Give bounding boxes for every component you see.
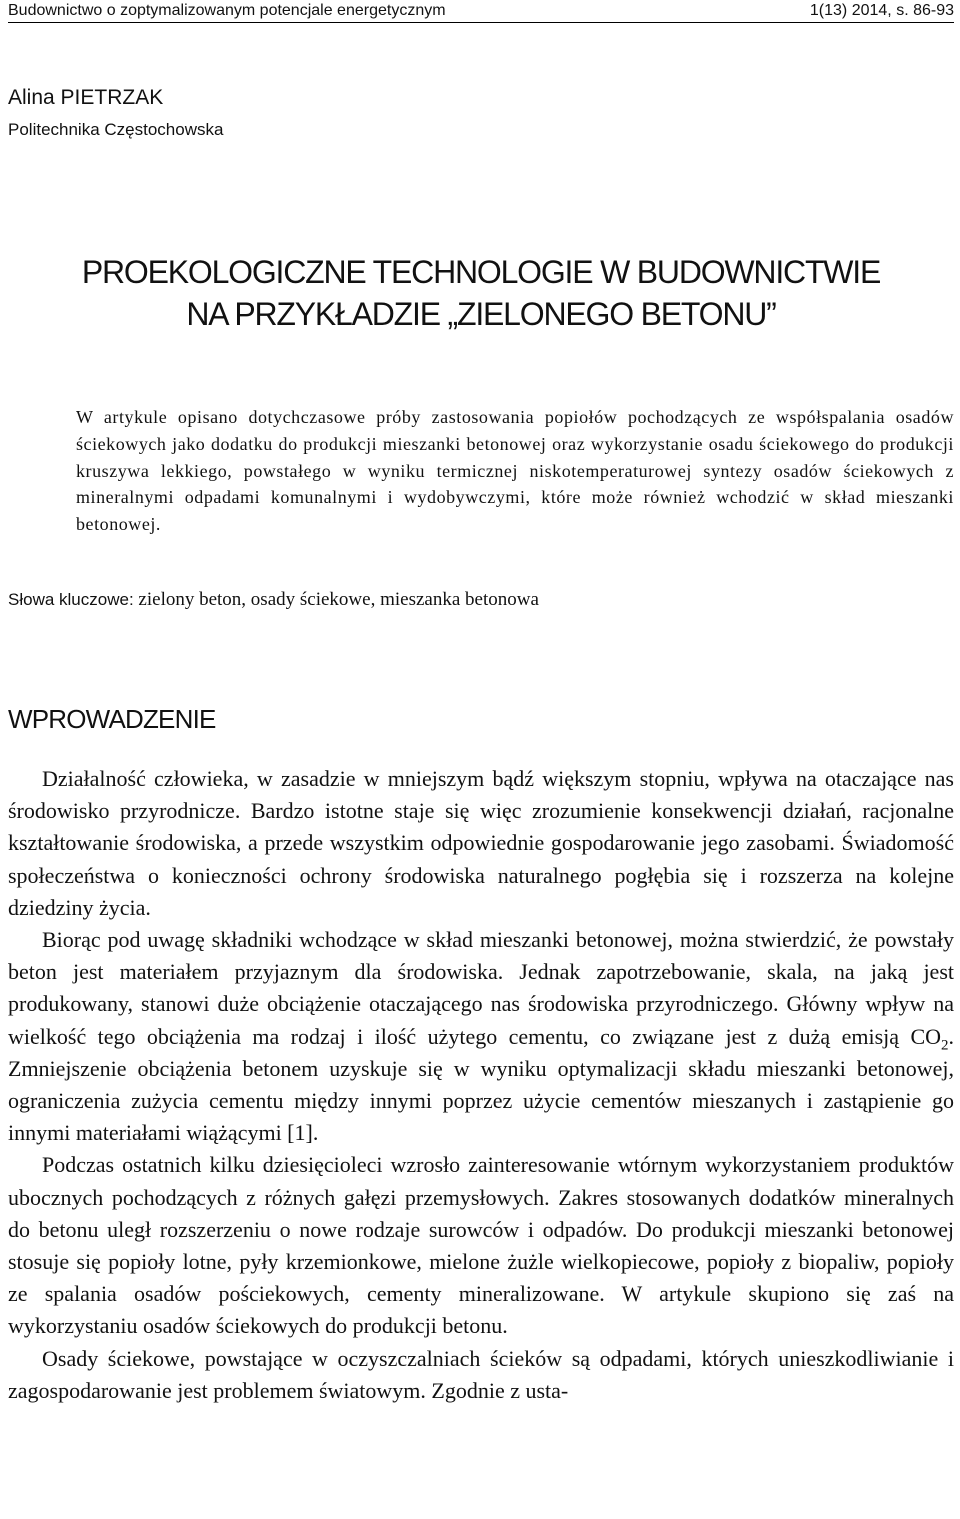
keywords-text: zielony beton, osady ściekowe, mieszanka betonowa [138, 589, 539, 610]
author-affiliation: Politechnika Częstochowska [8, 120, 224, 139]
paragraph-1: Działalność człowieka, w zasadzie w mniejszym bądź większym stopniu, wpływa na otaczające nas środowisko przyrodnicze. Bardzo istotne staje się więc zrozumienie konsekwencji działań, racjonalne kształtowanie środowiska, a przede wszystkim odpowiednie gospodarowanie jego zasobami. Świadomość społeczeństwa o konieczności ochrony środowiska naturalnego pogłębia się i rozszerza na kolejne dziedziny życia. [8, 766, 954, 920]
journal-name: Budownictwo o zoptymalizowanym potencjale energetycznym [8, 2, 446, 19]
body-text [8, 763, 954, 1407]
issue-pages: 1(13) 2014, s. 86-93 [809, 2, 954, 19]
title-line-2: NA PRZYKŁADZIE „ZIELONEGO BETONU” [186, 296, 776, 332]
section-heading: WPROWADZENIE [8, 704, 216, 734]
author-name: Alina PIETRZAK [8, 86, 164, 109]
paragraph-2 [8, 924, 954, 1149]
running-header [8, 0, 954, 23]
paragraph-2-part-1: Biorąc pod uwagę składniki wchodzące w skład mieszanki betonowej, można stwierdzić, że powstały beton jest materiałem przyjaznym dla środowiska. Jednak zapotrzebowanie, skala, na jaką jest produkowany, stanowi duże obciążenie otaczającego nas środowiska przyrodniczego. Główny wpływ na wielkość tego obciążenia ma rodzaj i ilość użytego cementu, co związane jest z dużą emisją CO [8, 927, 954, 1049]
keywords [8, 587, 539, 613]
keywords-label: Słowa kluczowe: [8, 590, 134, 609]
paragraph-3: Podczas ostatnich kilku dziesięcioleci wzrosło zainteresowanie wtórnym wykorzystaniem produktów ubocznych pochodzących z różnych gałęzi przemysłowych. Zakres stosowanych dodatków mineralnych do betonu uległ rozszerzeniu o nowe rodzaje surowców i odpadów. Do produkcji mieszanki betonowej stosuje się popioły lotne, pyły krzemionkowe, mielone żużle wielkopiecowe, popioły z biopaliw, popioły ze spalania osadów pościekowych, cementy mineralizowane. W artykule skupiono się zaś na wykorzystaniu osadów ściekowych do produkcji betonu. [8, 1152, 954, 1339]
paragraph-2-part-2: . Zmniejszenie obciążenia betonem uzyskuje się w wyniku optymalizacji składu mieszanki betonowej, ograniczenia zużycia cementu między innymi poprzez użycie cementów mieszanych i zastąpienie go innymi materiałami wiążącymi [1]. [8, 1023, 954, 1146]
title-line-1: PROEKOLOGICZNE TECHNOLOGIE W BUDOWNICTWIE [81, 254, 881, 290]
article-title [8, 251, 954, 335]
abstract: W artykule opisano dotychczasowe próby zastosowania popiołów pochodzących ze współspalania osadów ściekowych jako dodatku do produkcji mieszanki betonowej oraz wykorzystanie osadu ściekowego do produkcji kruszywa lekkiego, powstałego w wyniku termicznej niskotemperaturowej syntezy osadów ściekowych z mineralnymi odpadami komunalnymi i wydobywczymi, które może również wchodzić w skład mieszanki betonowej. [76, 407, 954, 535]
paragraph-4: Osady ściekowe, powstające w oczyszczalniach ścieków są odpadami, których unieszkodliwianie i zagospodarowanie jest problemem światowym. Zgodnie z usta- [8, 1345, 954, 1403]
co2-subscript: 2 [941, 1037, 949, 1054]
